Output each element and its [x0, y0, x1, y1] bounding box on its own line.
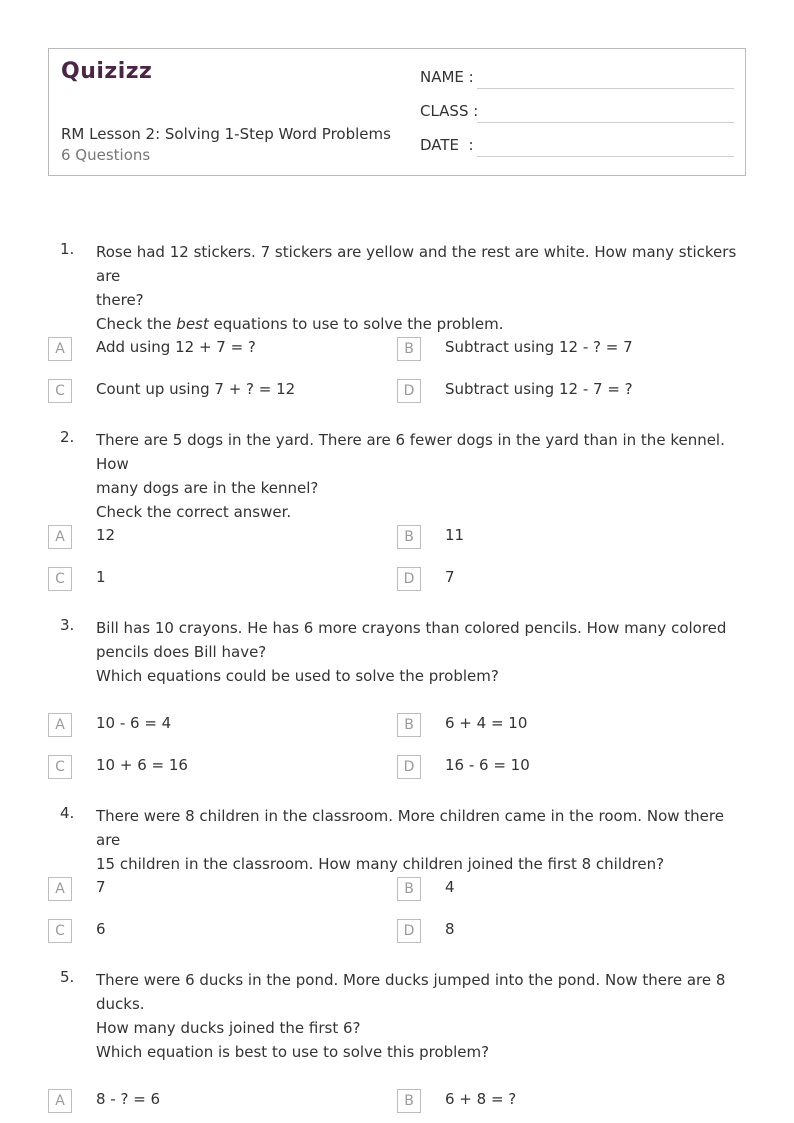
option-letter-box[interactable]: D: [397, 919, 421, 943]
option-letter-box[interactable]: B: [397, 713, 421, 737]
option-text: 16 - 6 = 10: [445, 756, 530, 774]
name-label: NAME :: [420, 68, 474, 86]
question-line: ducks.: [96, 995, 145, 1013]
option-letter-box[interactable]: C: [48, 379, 72, 403]
date-line[interactable]: [477, 156, 734, 157]
question-text: [96, 804, 748, 876]
question-number: 5.: [60, 968, 75, 986]
question-number: 3.: [60, 616, 75, 634]
option-text: 7: [96, 878, 106, 896]
question-line: There were 6 ducks in the pond. More ducks jumped into the pond. Now there are 8: [96, 971, 726, 989]
q2-option-c[interactable]: [48, 567, 388, 591]
class-line[interactable]: [477, 122, 734, 123]
question-prompt: [96, 312, 748, 336]
option-letter-box[interactable]: A: [48, 1089, 72, 1113]
question-line: Bill has 10 crayons. He has 6 more crayons than colored pencils. How many colored: [96, 619, 727, 637]
question-line: Which equation is best to use to solve this problem?: [96, 1043, 490, 1061]
option-text: Add using 12 + 7 = ?: [96, 338, 256, 356]
worksheet-title: RM Lesson 2: Solving 1-Step Word Problems: [61, 125, 391, 143]
question-line: 15 children in the classroom. How many children joined the first 8 children?: [96, 855, 665, 873]
option-letter-box[interactable]: D: [397, 379, 421, 403]
option-text: 1: [96, 568, 106, 586]
option-text: Subtract using 12 - ? = 7: [445, 338, 633, 356]
question-line: Rose had 12 stickers. 7 stickers are yellow and the rest are white. How many stickers are: [96, 243, 737, 285]
q5-option-a[interactable]: [48, 1089, 388, 1113]
quizizz-logo: Quizizz: [61, 59, 153, 84]
option-letter-box[interactable]: A: [48, 877, 72, 901]
question-line: There were 8 children in the classroom. More children came in the room. Now there are: [96, 807, 724, 849]
option-text: 4: [445, 878, 455, 896]
q2-option-d[interactable]: [397, 567, 737, 591]
q1-option-d[interactable]: [397, 379, 737, 403]
option-letter-box[interactable]: B: [397, 877, 421, 901]
date-label: DATE :: [420, 136, 474, 154]
q3-option-c[interactable]: [48, 755, 388, 779]
q4-option-b[interactable]: [397, 877, 737, 901]
question-line: There are 5 dogs in the yard. There are 6 fewer dogs in the yard than in the kennel. How: [96, 431, 725, 473]
question-number: 1.: [60, 240, 75, 258]
option-text: Count up using 7 + ? = 12: [96, 380, 296, 398]
option-letter-box[interactable]: B: [397, 337, 421, 361]
q1-option-a[interactable]: [48, 337, 388, 361]
option-text: 7: [445, 568, 455, 586]
option-text: 6 + 4 = 10: [445, 714, 528, 732]
option-letter-box[interactable]: B: [397, 525, 421, 549]
question-line: Which equations could be used to solve the problem?: [96, 667, 499, 685]
option-letter-box[interactable]: D: [397, 755, 421, 779]
option-text: 8 - ? = 6: [96, 1090, 161, 1108]
option-text: Subtract using 12 - 7 = ?: [445, 380, 633, 398]
option-text: 6: [96, 920, 106, 938]
prompt-pre: Check the: [96, 315, 177, 333]
question-line: there?: [96, 291, 144, 309]
question-text: [96, 616, 748, 688]
option-text: 11: [445, 526, 465, 544]
option-text: 6 + 8 = ?: [445, 1090, 517, 1108]
class-field[interactable]: [420, 102, 734, 124]
option-text: 10 - 6 = 4: [96, 714, 172, 732]
date-field[interactable]: [420, 136, 734, 158]
question-text: [96, 968, 748, 1064]
option-text: 8: [445, 920, 455, 938]
option-letter-box[interactable]: C: [48, 567, 72, 591]
question-text: [96, 428, 748, 524]
option-letter-box[interactable]: A: [48, 713, 72, 737]
q3-option-a[interactable]: [48, 713, 388, 737]
q4-option-d[interactable]: [397, 919, 737, 943]
question-line: How many ducks joined the first 6?: [96, 1019, 361, 1037]
q3-option-b[interactable]: [397, 713, 737, 737]
q3-option-d[interactable]: [397, 755, 737, 779]
question-text: [96, 240, 748, 336]
option-letter-box[interactable]: C: [48, 755, 72, 779]
class-label: CLASS :: [420, 102, 479, 120]
option-letter-box[interactable]: A: [48, 525, 72, 549]
question-line: many dogs are in the kennel?: [96, 479, 319, 497]
option-letter-box[interactable]: B: [397, 1089, 421, 1113]
worksheet-header: [48, 48, 746, 176]
question-line: pencils does Bill have?: [96, 643, 267, 661]
option-letter-box[interactable]: C: [48, 919, 72, 943]
q1-option-c[interactable]: [48, 379, 388, 403]
option-letter-box[interactable]: D: [397, 567, 421, 591]
option-text: 12: [96, 526, 116, 544]
q1-option-b[interactable]: [397, 337, 737, 361]
q4-option-c[interactable]: [48, 919, 388, 943]
prompt-emphasis: best: [176, 315, 209, 333]
question-line: Check the correct answer.: [96, 503, 292, 521]
option-letter-box[interactable]: A: [48, 337, 72, 361]
q5-option-b[interactable]: [397, 1089, 737, 1113]
name-field[interactable]: [420, 68, 734, 90]
question-count: 6 Questions: [61, 146, 151, 164]
q4-option-a[interactable]: [48, 877, 388, 901]
question-number: 4.: [60, 804, 75, 822]
question-number: 2.: [60, 428, 75, 446]
name-line[interactable]: [477, 88, 734, 89]
q2-option-a[interactable]: [48, 525, 388, 549]
option-text: 10 + 6 = 16: [96, 756, 188, 774]
prompt-post: equations to use to solve the problem.: [208, 315, 504, 333]
q2-option-b[interactable]: [397, 525, 737, 549]
